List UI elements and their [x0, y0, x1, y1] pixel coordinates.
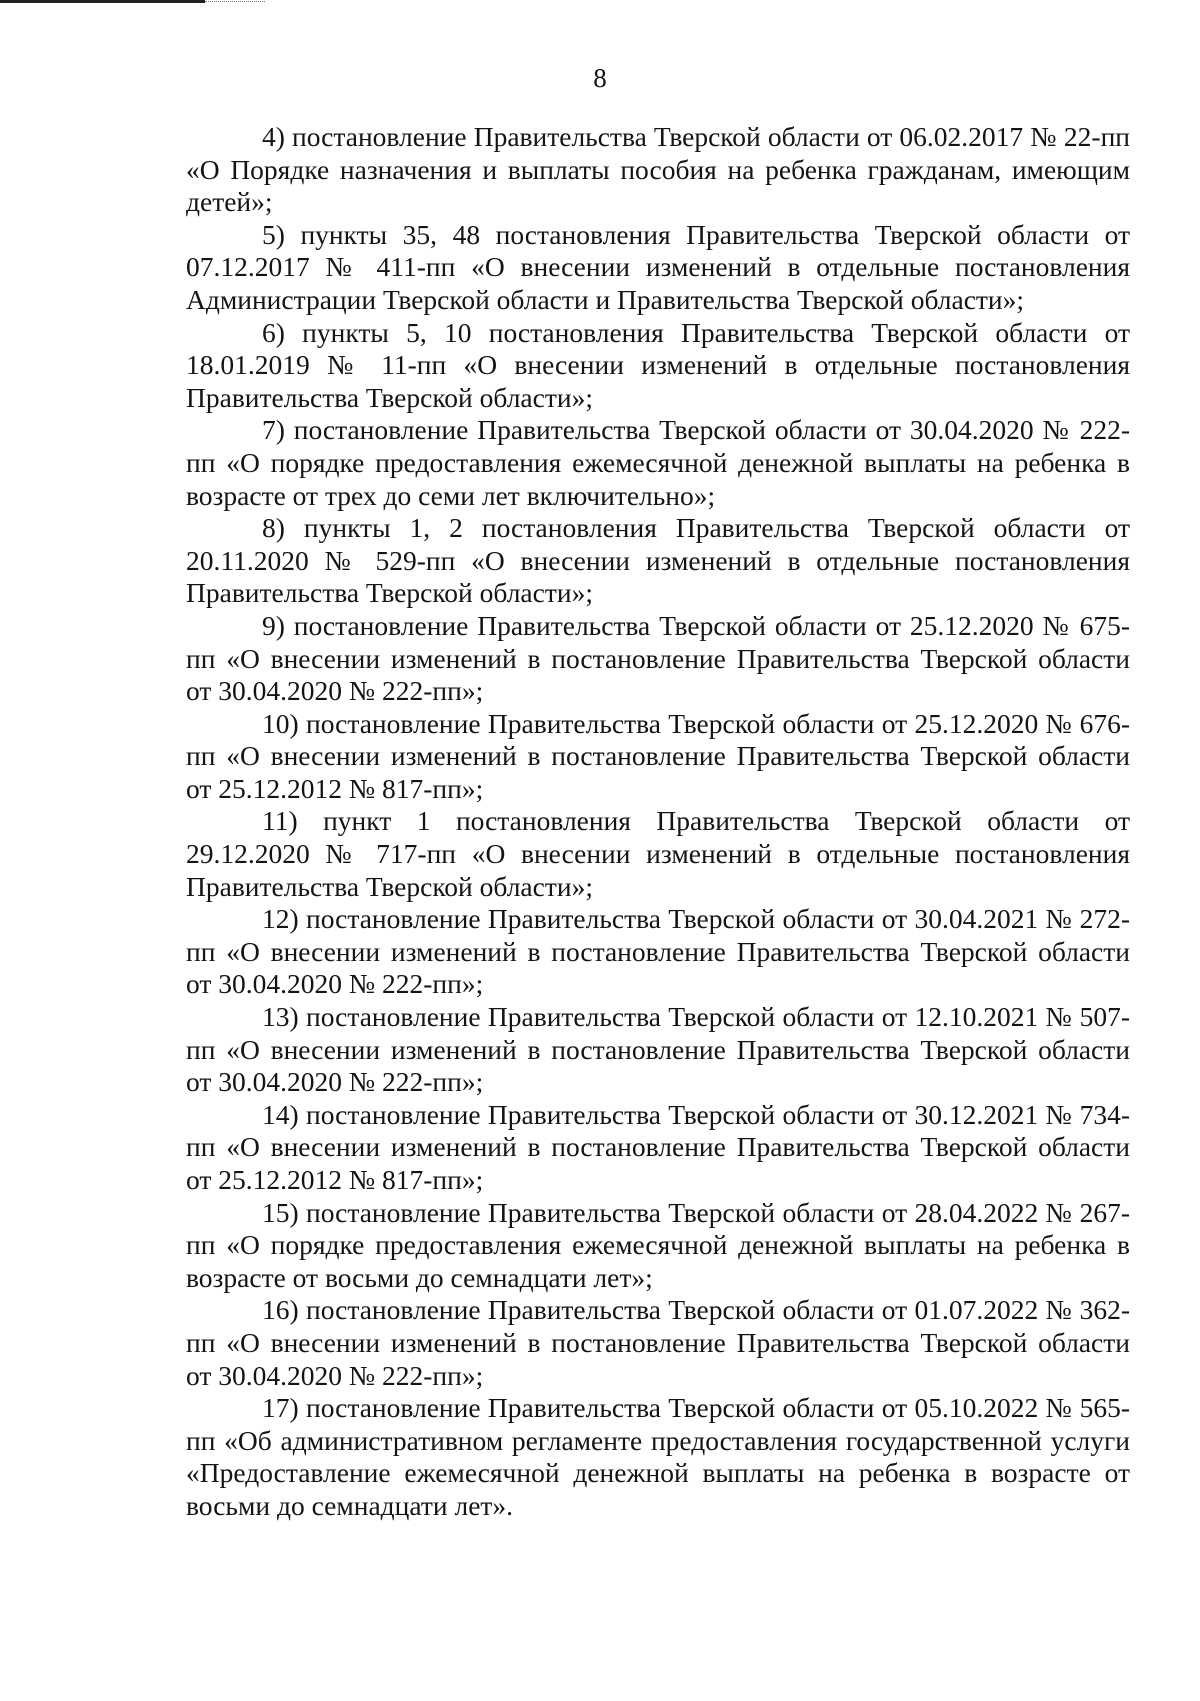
list-item: 16) постановление Правительства Тверской области от 01.07.2022 № 362-пп «О внесении изменений в постановление Правительства Тверской области от 30.04.2020 № 222-пп»;: [186, 1294, 1130, 1391]
list-item: 6) пункты 5, 10 постановления Правительства Тверской области от 18.01.2019 № 11-пп «О внесении изменений в отдельные постановления Правительства Тверской области»;: [186, 316, 1130, 413]
list-item: 11) пункт 1 постановления Правительства Тверской области от 29.12.2020 № 717-пп «О внесении изменений в отдельные постановления Правительства Тверской области»;: [186, 805, 1130, 902]
list-item: 17) постановление Правительства Тверской области от 05.10.2022 № 565-пп «Об административном регламенте предоставления государственной услуги «Предоставление ежемесячной денежной выплаты на ребенка в возрасте от восьми до семнадцати лет».: [186, 1392, 1130, 1521]
list-item: 8) пункты 1, 2 постановления Правительства Тверской области от 20.11.2020 № 529-пп «О внесении изменений в отдельные постановления Правительства Тверской области»;: [186, 512, 1130, 609]
list-item: 13) постановление Правительства Тверской области от 12.10.2021 № 507-пп «О внесении изменений в постановление Правительства Тверской области от 30.04.2020 № 222-пп»;: [186, 1001, 1130, 1098]
list-item: 7) постановление Правительства Тверской области от 30.04.2020 № 222-пп «О порядке предоставления ежемесячной денежной выплаты на ребенка в возрасте от трех до семи лет включительно»;: [186, 414, 1130, 511]
scan-edge-dots: [205, 1, 265, 3]
list-item: 4) постановление Правительства Тверской области от 06.02.2017 № 22-пп «О Порядке назначения и выплаты пособия на ребенка гражданам, имеющим детей»;: [186, 121, 1130, 218]
list-item: 14) постановление Правительства Тверской области от 30.12.2021 № 734-пп «О внесении изменений в постановление Правительства Тверской области от 25.12.2012 № 817-пп»;: [186, 1098, 1130, 1195]
page-number: 8: [593, 63, 607, 93]
list-item: 12) постановление Правительства Тверской области от 30.04.2021 № 272-пп «О внесении изменений в постановление Правительства Тверской области от 30.04.2020 № 222-пп»;: [186, 903, 1130, 1000]
scan-edge-mark: [0, 0, 205, 3]
list-item: 5) пункты 35, 48 постановления Правительства Тверской области от 07.12.2017 № 411-пп «О внесении изменений в отдельные постановления Администрации Тверской области и Правительства Тверской области»;: [186, 218, 1130, 315]
list-item: 15) постановление Правительства Тверской области от 28.04.2022 № 267-пп «О порядке предоставления ежемесячной денежной выплаты на ребенка в возрасте от восьми до семнадцати лет»;: [186, 1196, 1130, 1293]
list-item: 9) постановление Правительства Тверской области от 25.12.2020 № 675-пп «О внесении изменений в постановление Правительства Тверской области от 30.04.2020 № 222-пп»;: [186, 609, 1130, 707]
document-body: [186, 121, 1130, 1523]
list-item: 10) постановление Правительства Тверской области от 25.12.2020 № 676-пп «О внесении изменений в постановление Правительства Тверской области от 25.12.2012 № 817-пп»;: [186, 707, 1130, 804]
